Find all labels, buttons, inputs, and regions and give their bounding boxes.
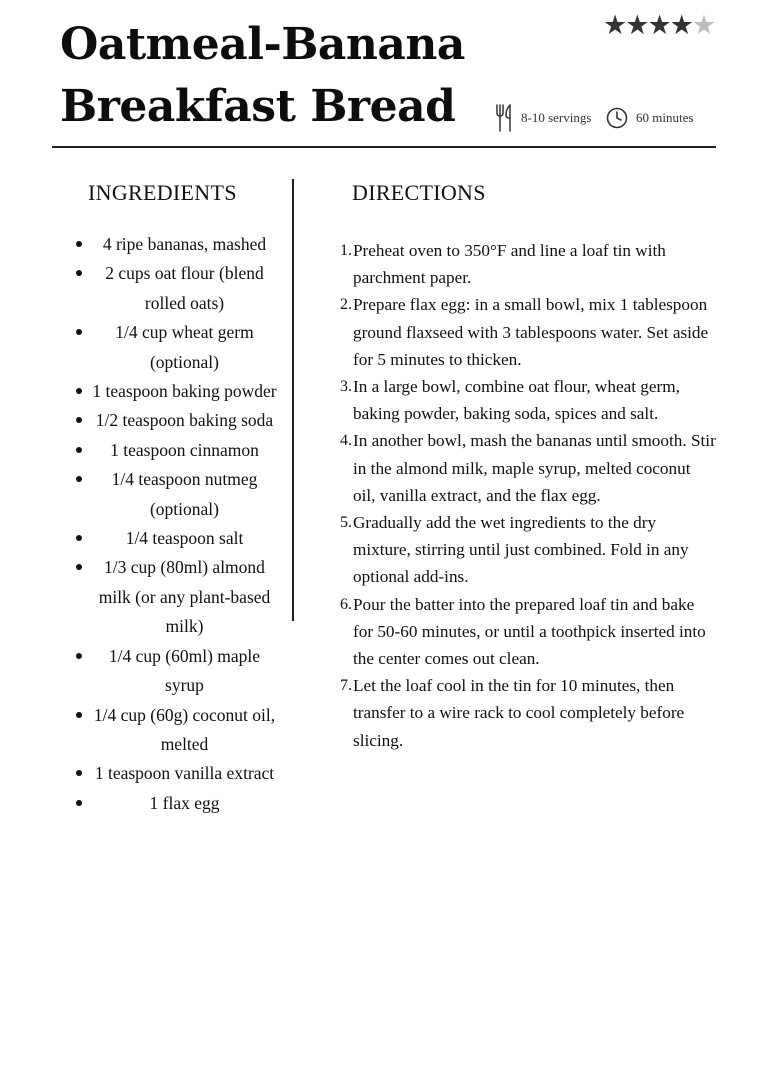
step-text: Prepare flax egg: in a small bowl, mix 1 tablespoon ground flaxseed with 3 tablespoons water. Set aside for 5 minutes to thicken. [353, 295, 709, 369]
fork-knife-icon [495, 103, 513, 133]
title-line-2: Breakfast Bread [60, 81, 456, 132]
ingredient-item [72, 230, 277, 259]
bullet-icon [76, 388, 82, 394]
ingredient-item [72, 759, 277, 788]
column-divider [292, 179, 294, 621]
star-icon: ★ [691, 10, 715, 40]
step-text: In another bowl, mash the bananas until smooth. Stir in the almond milk, maple syrup, melted coconut oil, vanilla extract, and the flax egg. [353, 431, 716, 505]
ingredient-text: 1/4 cup (60ml) maple syrup [108, 645, 261, 696]
star-icon: ★ [603, 10, 626, 40]
ingredient-text: 2 cups oat flour (blend rolled oats) [105, 263, 264, 313]
ingredient-item [72, 789, 277, 818]
directions-heading: DIRECTIONS [352, 180, 486, 205]
ingredient-text: 1/2 teaspoon baking soda [95, 410, 274, 431]
ingredient-item [72, 318, 277, 377]
ingredient-item [72, 436, 277, 465]
ingredient-text: 1 flax egg [149, 792, 220, 813]
bullet-icon [76, 447, 82, 453]
title-line-1: Oatmeal-Banana [60, 19, 465, 70]
ingredients-list [72, 230, 277, 818]
ingredient-text: 1/4 cup (60g) coconut oil, melted [93, 704, 276, 754]
bullet-icon [76, 535, 82, 541]
step-text: Let the loaf cool in the tin for 10 minutes, then transfer to a wire rack to cool completely before slicing. [353, 676, 685, 750]
ingredient-text: 1 teaspoon vanilla extract [94, 763, 275, 784]
star-icon: ★ [625, 10, 648, 40]
step-number: 2. [340, 296, 352, 314]
bullet-icon [76, 712, 82, 718]
bullet-icon [76, 653, 82, 659]
direction-step [336, 237, 716, 291]
ingredient-text: 1/3 cup (80ml) almond milk (or any plant-based milk) [98, 557, 271, 637]
ingredient-text: 4 ripe bananas, mashed [102, 234, 267, 254]
bullet-icon [76, 417, 82, 423]
ingredient-item [72, 553, 277, 641]
step-text: In a large bowl, combine oat flour, wheat germ, baking powder, baking soda, spices and salt. [353, 377, 680, 424]
ingredient-text: 1 teaspoon cinnamon [110, 439, 259, 460]
bullet-icon [76, 476, 82, 482]
star-icon: ★ [669, 10, 692, 40]
step-text: Pour the batter into the prepared loaf tin and bake for 50-60 minutes, or until a toothpick inserted into the center comes out clean. [353, 594, 706, 669]
direction-step [336, 509, 716, 591]
servings-text: 8-10 servings [521, 110, 592, 125]
bullet-icon [76, 800, 82, 806]
ingredient-text: 1 teaspoon baking powder [92, 381, 277, 402]
clock-icon [606, 107, 628, 129]
ingredient-item [72, 465, 277, 524]
step-text: Gradually add the wet ingredients to the dry mixture, stirring until just combined. Fold in any optional add-ins. [353, 513, 689, 587]
ingredients-heading: INGREDIENTS [88, 180, 237, 205]
step-text: Preheat oven to 350°F and line a loaf tin with parchment paper. [353, 241, 666, 288]
ingredient-item [72, 406, 277, 435]
time-text: 60 minutes [636, 110, 694, 125]
directions-list [336, 237, 716, 754]
recipe-title [60, 14, 490, 138]
bullet-icon [76, 270, 82, 276]
step-number: 4. [340, 432, 352, 450]
step-number: 3. [340, 378, 352, 396]
ingredient-text: 1/4 teaspoon nutmeg (optional) [111, 469, 258, 519]
direction-step [336, 427, 716, 509]
ingredient-item [72, 377, 277, 406]
direction-step [336, 373, 716, 427]
ingredient-item [72, 259, 277, 318]
bullet-icon [76, 770, 82, 776]
step-number: 5. [340, 514, 352, 532]
step-number: 1. [340, 242, 352, 259]
time-info [606, 103, 693, 133]
ingredient-item [72, 524, 277, 553]
direction-step [336, 672, 716, 754]
bullet-icon [76, 329, 82, 335]
star-icon: ★ [647, 10, 670, 40]
ingredient-text: 1/4 teaspoon salt [125, 528, 244, 549]
star-rating [603, 10, 714, 41]
bullet-icon [76, 241, 82, 247]
direction-step [336, 591, 716, 673]
servings-info [495, 103, 591, 133]
ingredient-item [72, 642, 277, 701]
bullet-icon [76, 564, 82, 570]
ingredient-text: 1/4 cup wheat germ (optional) [115, 322, 254, 372]
step-number: 6. [340, 595, 352, 613]
direction-step [336, 291, 716, 373]
header-divider [52, 146, 716, 148]
step-number: 7. [340, 677, 352, 695]
ingredient-item [72, 701, 277, 760]
